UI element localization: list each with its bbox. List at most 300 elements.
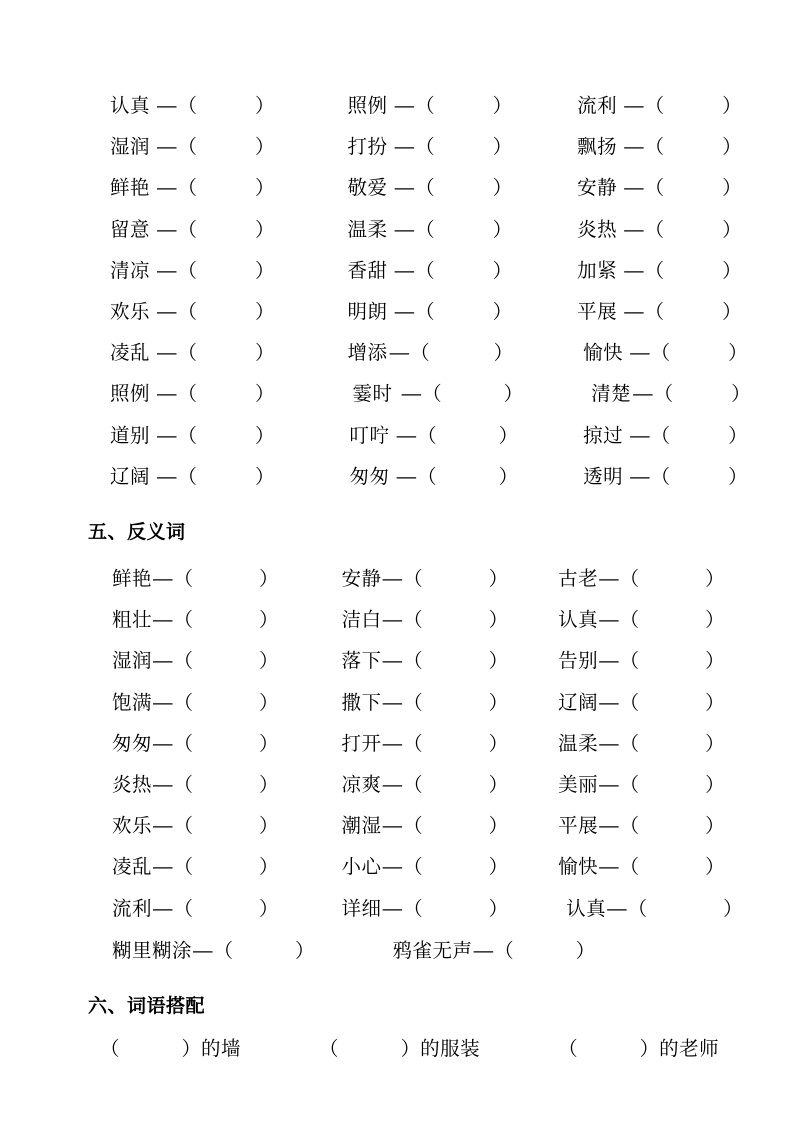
answer-paren-close: ） — [259, 732, 279, 755]
answer-paren-open: （ — [177, 95, 198, 117]
dash-separator: — — [389, 342, 410, 365]
word-pair-cell — [558, 776, 725, 796]
word-pair-cell — [112, 858, 279, 878]
dash-separator: — — [599, 815, 619, 838]
answer-paren-open: （ — [173, 691, 194, 714]
word-pair-cell — [577, 218, 742, 241]
prompt-word: 平展 — [558, 815, 599, 838]
collocation-cell — [319, 1040, 480, 1060]
prompt-word: 香甜 — [347, 259, 388, 282]
answer-paren-open: （ — [415, 259, 435, 282]
dash-separator: — — [599, 691, 619, 714]
dash-separator: — — [382, 774, 403, 796]
answer-paren-close: ） — [705, 609, 725, 632]
word-pair-cell — [591, 385, 751, 405]
answer-paren-close: ） — [705, 732, 725, 755]
collocation-row — [100, 1040, 719, 1060]
answer-paren-open: （ — [403, 897, 423, 920]
dash-separator: — — [624, 301, 644, 323]
answer-paren-close: ） — [705, 650, 725, 673]
prompt-word: 照例 — [110, 383, 151, 406]
answer-paren-open: （ — [619, 732, 640, 755]
answer-paren-open: （ — [403, 856, 423, 879]
prompt-word: 鲜艳 — [112, 568, 153, 590]
answer-paren-close: ） — [259, 897, 279, 920]
answer-paren-open: （ — [173, 897, 194, 920]
dash-separator: — — [394, 177, 415, 200]
word-pair-cell — [112, 776, 279, 796]
prompt-word: 掠过 — [583, 424, 624, 447]
dash-separator: — — [153, 856, 173, 879]
answer-paren-open: （ — [644, 95, 665, 117]
word-pair-cell — [110, 424, 275, 447]
answer-paren-close: ） — [259, 650, 279, 673]
answer-paren-open: （ — [619, 568, 640, 590]
prompt-word: 告别 — [558, 650, 599, 673]
word-pair-cell — [110, 385, 275, 405]
answer-paren-close: ） — [488, 650, 509, 673]
word-pair-cell — [342, 858, 509, 878]
word-pair-cell — [342, 817, 509, 837]
dash-separator: — — [624, 259, 644, 282]
answer-paren-close: ） — [259, 774, 279, 796]
synonym-row — [110, 218, 742, 241]
synonym-row — [110, 303, 742, 323]
dash-separator: — — [157, 218, 177, 241]
prompt-word: 愉快 — [558, 856, 599, 879]
answer-paren-close: ） — [722, 259, 742, 282]
answer-paren-close: ） — [575, 940, 596, 962]
dash-separator: — — [394, 136, 415, 159]
prompt-word: 温柔 — [347, 218, 388, 241]
answer-paren-open: （ — [644, 301, 665, 323]
answer-paren-close: ） — [498, 424, 519, 447]
prompt-word: 愉快 — [583, 342, 624, 365]
dash-separator: — — [394, 259, 415, 282]
answer-paren-open: （ — [173, 650, 194, 673]
answer-paren-open: （ — [417, 424, 437, 447]
answer-paren-close: ） — [639, 1038, 660, 1060]
prompt-word: 糊里糊涂 — [112, 940, 193, 962]
word-pair-cell — [341, 897, 509, 920]
dash-separator: — — [382, 856, 403, 879]
answer-paren-close: ） — [492, 218, 513, 241]
prompt-word: 湿润 — [112, 650, 153, 673]
collocation-noun: 的老师 — [659, 1038, 720, 1060]
prompt-word: 匆匆 — [112, 732, 153, 755]
collocation-section-heading: 六、词语搭配 — [88, 996, 206, 1017]
word-pair-cell — [110, 179, 275, 199]
answer-paren-open: （ — [173, 568, 194, 590]
prompt-word: 安静 — [577, 177, 618, 200]
prompt-word: 敬爱 — [347, 177, 388, 200]
prompt-word: 加紧 — [577, 259, 618, 282]
word-pair-cell — [583, 465, 748, 488]
prompt-word: 撒下 — [341, 691, 382, 714]
word-pair-cell — [348, 97, 513, 117]
answer-paren-close: ） — [488, 856, 509, 879]
answer-paren-close: ） — [503, 383, 524, 406]
dash-separator: — — [394, 218, 415, 241]
prompt-word: 安静 — [341, 568, 382, 590]
word-pair-cell — [577, 259, 742, 282]
answer-paren-open: （ — [173, 815, 194, 838]
dash-separator: — — [382, 732, 403, 755]
answer-paren-close: ） — [255, 136, 275, 159]
antonym-row — [112, 817, 725, 837]
answer-paren-open: （ — [619, 691, 640, 714]
collocation-noun: 的服装 — [420, 1038, 481, 1060]
word-pair-cell — [110, 465, 275, 488]
dash-separator: — — [599, 774, 619, 796]
antonym-row — [112, 611, 725, 631]
answer-paren-close: ） — [492, 259, 513, 282]
answer-paren-close: ） — [728, 465, 748, 488]
word-pair-cell — [349, 424, 519, 447]
dash-separator: — — [401, 383, 422, 406]
prompt-word: 小心 — [341, 856, 382, 879]
answer-paren-close: ） — [181, 1038, 202, 1060]
answer-paren-open: （ — [403, 568, 423, 590]
word-pair-cell — [349, 465, 519, 488]
dash-separator: — — [382, 815, 403, 838]
answer-paren-open: （ — [173, 732, 194, 755]
answer-paren-open: （ — [177, 259, 198, 282]
prompt-word: 清楚 — [591, 383, 632, 406]
answer-paren-open: （ — [177, 342, 198, 365]
antonym-row — [112, 652, 725, 672]
answer-paren-open: （ — [410, 342, 430, 365]
prompt-word: 认真 — [110, 95, 151, 117]
prompt-word: 粗壮 — [112, 609, 153, 632]
answer-paren-open: （ — [100, 1038, 120, 1060]
answer-paren-open: （ — [415, 177, 435, 200]
answer-paren-close: ） — [255, 218, 275, 241]
prompt-word: 明朗 — [347, 301, 388, 323]
prompt-word: 温柔 — [558, 732, 599, 755]
dash-separator: — — [157, 424, 177, 447]
answer-paren-open: （ — [415, 95, 435, 117]
dash-separator: — — [599, 650, 619, 673]
answer-paren-close: ） — [259, 568, 279, 590]
answer-paren-open: （ — [619, 856, 640, 879]
word-pair-cell — [342, 776, 509, 796]
word-pair-cell — [558, 732, 725, 755]
word-pair-cell — [112, 652, 279, 672]
dash-separator: — — [599, 609, 619, 632]
antonym-row — [112, 570, 725, 590]
prompt-word: 落下 — [341, 650, 382, 673]
word-pair-cell — [558, 691, 725, 714]
word-pair-cell — [112, 732, 279, 755]
prompt-word: 匆匆 — [349, 465, 390, 488]
word-pair-cell — [348, 303, 513, 323]
answer-paren-open: （ — [415, 136, 435, 159]
synonym-row — [110, 138, 742, 158]
prompt-word: 流利 — [577, 95, 618, 117]
dash-separator: — — [599, 732, 619, 755]
answer-paren-open: （ — [619, 609, 640, 632]
prompt-word: 辽阔 — [558, 691, 599, 714]
answer-paren-open: （ — [627, 897, 648, 920]
dash-separator: — — [382, 897, 403, 920]
word-pair-cell — [110, 138, 275, 158]
answer-paren-open: （ — [619, 815, 640, 838]
answer-paren-close: ） — [255, 465, 275, 488]
answer-paren-close: ） — [492, 177, 513, 200]
word-pair-cell — [558, 858, 725, 878]
dash-separator: — — [153, 568, 173, 590]
word-pair-cell — [112, 817, 279, 837]
answer-paren-open: （ — [403, 815, 423, 838]
dash-separator: — — [473, 940, 494, 962]
antonym-row — [112, 897, 743, 920]
word-pair-cell — [558, 652, 725, 672]
prompt-word: 清凉 — [110, 259, 151, 282]
word-pair-cell — [112, 611, 279, 631]
answer-paren-close: ） — [492, 95, 513, 117]
answer-paren-close: ） — [705, 568, 725, 590]
answer-paren-open: （ — [319, 1038, 339, 1060]
dash-separator: — — [630, 465, 650, 488]
answer-paren-close: ） — [488, 568, 509, 590]
antonym-row — [112, 858, 725, 878]
answer-paren-close: ） — [259, 609, 279, 632]
word-pair-cell — [110, 97, 275, 117]
answer-paren-open: （ — [558, 1038, 578, 1060]
dash-separator: — — [157, 177, 177, 200]
prompt-word: 霎时 — [352, 383, 393, 406]
prompt-word: 认真 — [558, 609, 599, 632]
prompt-word: 叮咛 — [349, 424, 390, 447]
answer-paren-close: ） — [492, 136, 513, 159]
antonym-row — [112, 732, 725, 755]
answer-paren-open: （ — [173, 774, 194, 796]
dash-separator: — — [157, 259, 177, 282]
answer-paren-open: （ — [177, 218, 198, 241]
word-pair-cell — [577, 303, 742, 323]
answer-paren-close: ） — [705, 856, 725, 879]
prompt-word: 潮湿 — [341, 815, 382, 838]
answer-paren-open: （ — [177, 177, 198, 200]
dash-separator: — — [153, 691, 173, 714]
answer-paren-close: ） — [259, 691, 279, 714]
prompt-word: 欢乐 — [110, 301, 151, 323]
prompt-word: 欢乐 — [112, 815, 153, 838]
word-pair-cell — [348, 138, 513, 158]
answer-paren-close: ） — [728, 342, 748, 365]
word-pair-cell — [342, 611, 509, 631]
synonym-row — [110, 424, 748, 447]
dash-separator: — — [630, 342, 650, 365]
prompt-word: 留意 — [110, 218, 151, 241]
word-pair-cell — [341, 732, 509, 755]
answer-paren-open: （ — [173, 609, 194, 632]
dash-separator: — — [382, 568, 403, 590]
dash-separator: — — [157, 136, 177, 159]
word-pair-cell — [583, 344, 748, 364]
answer-paren-open: （ — [415, 218, 435, 241]
dash-separator: — — [607, 897, 627, 920]
dash-separator: — — [396, 424, 417, 447]
word-pair-cell — [566, 897, 743, 920]
answer-paren-close: ） — [295, 940, 315, 962]
answer-paren-open: （ — [177, 383, 198, 406]
dash-separator: — — [394, 301, 415, 323]
dash-separator: — — [396, 465, 417, 488]
prompt-word: 增添 — [347, 342, 388, 365]
answer-paren-open: （ — [177, 424, 198, 447]
prompt-word: 美丽 — [558, 774, 599, 796]
answer-paren-close: ） — [493, 342, 514, 365]
prompt-word: 透明 — [583, 465, 624, 488]
prompt-word: 洁白 — [341, 609, 382, 632]
dash-separator: — — [157, 95, 177, 117]
answer-paren-open: （ — [403, 609, 423, 632]
answer-paren-open: （ — [213, 940, 234, 962]
answer-paren-open: （ — [403, 650, 423, 673]
answer-paren-close: ） — [705, 774, 725, 796]
answer-paren-close: ） — [722, 177, 742, 200]
antonyms-section-heading: 五、反义词 — [88, 522, 186, 543]
synonym-row — [110, 259, 742, 282]
word-pair-cell — [341, 691, 509, 714]
answer-paren-close: ） — [488, 897, 509, 920]
answer-paren-open: （ — [619, 650, 640, 673]
answer-paren-open: （ — [644, 259, 665, 282]
collocation-noun: 的墙 — [201, 1038, 242, 1060]
dash-separator: — — [153, 650, 173, 673]
answer-paren-open: （ — [650, 465, 671, 488]
prompt-word: 凌乱 — [112, 856, 153, 879]
answer-paren-close: ） — [722, 95, 742, 117]
answer-paren-close: ） — [488, 609, 509, 632]
answer-paren-close: ） — [498, 465, 519, 488]
dash-separator: — — [624, 95, 644, 117]
answer-paren-close: ） — [705, 815, 725, 838]
answer-paren-open: （ — [619, 774, 640, 796]
dash-separator: — — [382, 609, 403, 632]
answer-paren-close: ） — [722, 301, 742, 323]
dash-separator: — — [157, 383, 177, 406]
prompt-word: 鲜艳 — [110, 177, 151, 200]
dash-separator: — — [153, 774, 173, 796]
prompt-word: 饱满 — [112, 691, 153, 714]
word-pair-cell — [348, 179, 513, 199]
prompt-word: 炎热 — [112, 774, 153, 796]
dash-separator: — — [153, 609, 173, 632]
answer-paren-close: ） — [255, 95, 275, 117]
prompt-word: 湿润 — [110, 136, 151, 159]
prompt-word: 打开 — [341, 732, 382, 755]
prompt-word: 平展 — [577, 301, 618, 323]
prompt-word: 鸦雀无声 — [392, 940, 473, 962]
word-pair-cell — [558, 570, 725, 590]
dash-separator: — — [630, 424, 650, 447]
prompt-word: 辽阔 — [110, 465, 151, 488]
prompt-word: 古老 — [558, 568, 599, 590]
dash-separator: — — [382, 650, 403, 673]
word-pair-cell — [558, 611, 725, 631]
word-pair-cell — [583, 424, 748, 447]
answer-paren-close: ） — [255, 177, 275, 200]
prompt-word: 照例 — [347, 95, 388, 117]
answer-paren-open: （ — [415, 301, 435, 323]
prompt-word: 炎热 — [577, 218, 618, 241]
word-pair-cell — [112, 897, 279, 920]
answer-paren-open: （ — [644, 218, 665, 241]
answer-paren-close: ） — [728, 424, 748, 447]
answer-paren-close: ） — [722, 218, 742, 241]
word-pair-cell — [110, 344, 275, 364]
answer-paren-close: ） — [488, 815, 509, 838]
idiom-pair-cell — [112, 942, 315, 962]
dash-separator: — — [633, 383, 653, 406]
synonym-row — [110, 97, 742, 117]
idiom-row — [112, 942, 595, 962]
answer-paren-close: ） — [255, 342, 275, 365]
answer-paren-close: ） — [731, 383, 751, 406]
answer-paren-close: ） — [488, 691, 509, 714]
answer-paren-open: （ — [650, 342, 671, 365]
answer-paren-open: （ — [177, 136, 198, 159]
dash-separator: — — [624, 218, 644, 241]
word-pair-cell — [558, 817, 725, 837]
answer-paren-open: （ — [417, 465, 437, 488]
word-pair-cell — [112, 691, 279, 714]
dash-separator: — — [153, 815, 173, 838]
answer-paren-close: ） — [705, 691, 725, 714]
dash-separator: — — [153, 897, 173, 920]
answer-paren-open: （ — [403, 732, 423, 755]
prompt-word: 道别 — [110, 424, 151, 447]
word-pair-cell — [577, 138, 742, 158]
synonym-row — [110, 179, 742, 199]
dash-separator: — — [624, 177, 644, 200]
answer-paren-open: （ — [173, 856, 194, 879]
answer-paren-close: ） — [722, 136, 742, 159]
prompt-word: 流利 — [112, 897, 153, 920]
answer-paren-open: （ — [653, 383, 674, 406]
prompt-word: 详细 — [341, 897, 382, 920]
answer-paren-open: （ — [403, 774, 423, 796]
answer-paren-close: ） — [723, 897, 743, 920]
prompt-word: 凉爽 — [341, 774, 382, 796]
word-pair-cell — [110, 303, 275, 323]
answer-paren-close: ） — [255, 259, 275, 282]
answer-paren-open: （ — [494, 940, 514, 962]
answer-paren-open: （ — [403, 691, 423, 714]
answer-paren-close: ） — [255, 383, 275, 406]
dash-separator: — — [153, 732, 173, 755]
prompt-word: 认真 — [566, 897, 607, 920]
answer-paren-open: （ — [644, 136, 665, 159]
dash-separator: — — [599, 856, 619, 879]
dash-separator: — — [382, 691, 403, 714]
answer-paren-open: （ — [177, 301, 198, 323]
dash-separator: — — [157, 301, 177, 323]
answer-paren-close: ） — [259, 856, 279, 879]
answer-paren-close: ） — [255, 424, 275, 447]
word-pair-cell — [348, 344, 514, 364]
antonym-row — [112, 691, 725, 714]
synonym-row — [110, 344, 748, 364]
word-pair-cell — [347, 218, 513, 241]
idiom-pair-cell — [393, 942, 596, 962]
prompt-word: 打扮 — [347, 136, 388, 159]
dash-separator: — — [394, 95, 415, 117]
answer-paren-close: ） — [255, 301, 275, 323]
